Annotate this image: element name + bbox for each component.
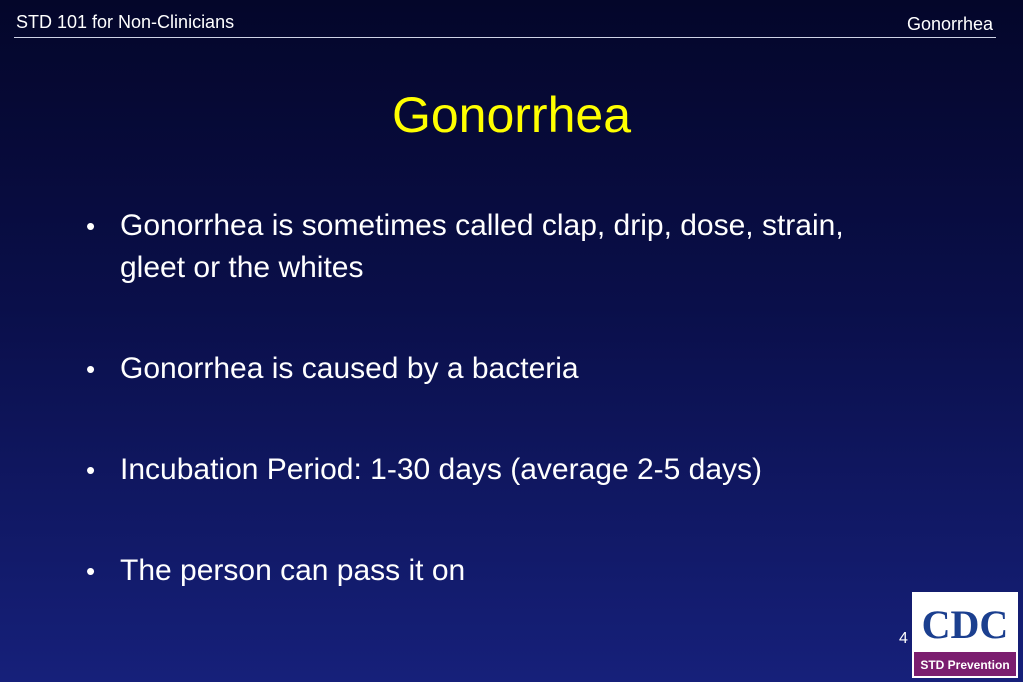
bullet-item xyxy=(86,205,906,289)
bullet-icon: • xyxy=(86,354,96,384)
bullet-icon: • xyxy=(86,211,96,241)
bullet-item xyxy=(86,550,906,592)
cdc-logo xyxy=(912,592,1018,678)
bullet-icon: • xyxy=(86,455,96,485)
logo-subtitle: STD Prevention xyxy=(920,658,1010,672)
bullet-item xyxy=(86,449,906,491)
slide-title: Gonorrhea xyxy=(391,87,632,143)
bullet-list xyxy=(86,205,906,592)
cdc-mark: CDC xyxy=(921,602,1009,647)
bullet-item xyxy=(86,348,906,390)
bullet-text: Incubation Period: 1-30 days (average 2-5 days) xyxy=(120,453,763,486)
presentation-title: STD 101 for Non-Clinicians xyxy=(16,12,235,32)
page-number: 4 xyxy=(899,630,908,647)
bullet-icon: • xyxy=(86,556,96,586)
section-label: Gonorrhea xyxy=(906,14,993,34)
cdc-logo-icon xyxy=(914,594,1016,676)
bullet-text: Gonorrhea is caused by a bacteria xyxy=(120,352,579,385)
bullet-text: Gonorrhea is sometimes called clap, drip, dose, strain, gleet or the whites xyxy=(120,209,844,284)
header-divider xyxy=(14,37,996,38)
bullet-text: The person can pass it on xyxy=(120,554,466,587)
